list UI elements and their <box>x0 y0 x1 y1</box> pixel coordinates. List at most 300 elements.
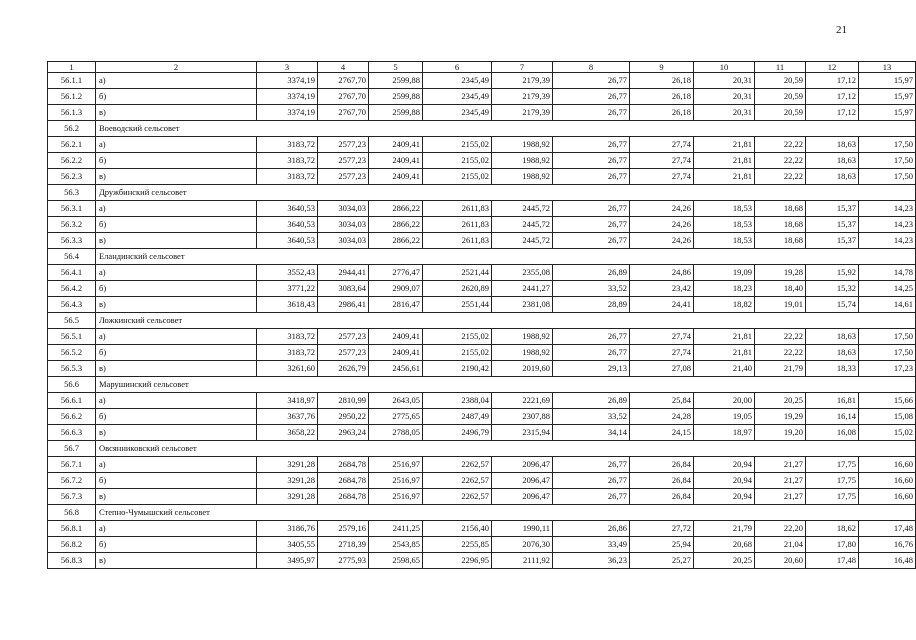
value-cell: 15,02 <box>859 425 916 441</box>
value-cell: 24,15 <box>630 425 694 441</box>
value-cell: 21,81 <box>694 329 755 345</box>
row-id: 56.8.1 <box>48 521 96 537</box>
value-cell: 16,60 <box>859 489 916 505</box>
value-cell: 20,25 <box>694 553 755 569</box>
section-name: Дружбинский сельсовет <box>96 185 916 201</box>
value-cell: 2315,94 <box>492 425 553 441</box>
value-cell: 36,23 <box>553 553 630 569</box>
value-cell: 22,22 <box>755 137 806 153</box>
row-label: б) <box>96 409 257 425</box>
value-cell: 3186,76 <box>257 521 318 537</box>
value-cell: 26,77 <box>553 73 630 89</box>
column-header: 5 <box>369 62 423 73</box>
value-cell: 27,74 <box>630 169 694 185</box>
row-label: а) <box>96 393 257 409</box>
value-cell: 20,00 <box>694 393 755 409</box>
value-cell: 16,14 <box>806 409 859 425</box>
column-header: 1 <box>48 62 96 73</box>
column-header: 10 <box>694 62 755 73</box>
value-cell: 2775,65 <box>369 409 423 425</box>
value-cell: 33,52 <box>553 409 630 425</box>
value-cell: 20,31 <box>694 89 755 105</box>
row-id: 56.7.1 <box>48 457 96 473</box>
value-cell: 20,25 <box>755 393 806 409</box>
value-cell: 25,27 <box>630 553 694 569</box>
value-cell: 18,97 <box>694 425 755 441</box>
value-cell: 3640,53 <box>257 217 318 233</box>
column-header: 12 <box>806 62 859 73</box>
row-label: в) <box>96 105 257 121</box>
value-cell: 2577,23 <box>318 169 369 185</box>
row-label: а) <box>96 137 257 153</box>
value-cell: 2866,22 <box>369 217 423 233</box>
value-cell: 19,20 <box>755 425 806 441</box>
value-cell: 21,27 <box>755 489 806 505</box>
value-cell: 3183,72 <box>257 169 318 185</box>
value-cell: 2345,49 <box>423 89 492 105</box>
value-cell: 2409,41 <box>369 345 423 361</box>
column-header: 9 <box>630 62 694 73</box>
value-cell: 2963,24 <box>318 425 369 441</box>
table-row <box>48 265 916 281</box>
value-cell: 24,86 <box>630 265 694 281</box>
value-cell: 2179,39 <box>492 73 553 89</box>
value-cell: 21,81 <box>694 345 755 361</box>
value-cell: 26,77 <box>553 89 630 105</box>
value-cell: 14,61 <box>859 297 916 313</box>
value-cell: 26,77 <box>553 457 630 473</box>
row-id: 56.2.2 <box>48 153 96 169</box>
value-cell: 26,86 <box>553 521 630 537</box>
value-cell: 18,53 <box>694 217 755 233</box>
value-cell: 2599,88 <box>369 89 423 105</box>
value-cell: 15,32 <box>806 281 859 297</box>
value-cell: 3034,03 <box>318 217 369 233</box>
value-cell: 2718,39 <box>318 537 369 553</box>
row-label: в) <box>96 425 257 441</box>
value-cell: 2381,08 <box>492 297 553 313</box>
value-cell: 2611,83 <box>423 217 492 233</box>
value-cell: 2620,89 <box>423 281 492 297</box>
value-cell: 2388,04 <box>423 393 492 409</box>
value-cell: 17,50 <box>859 169 916 185</box>
row-id: 56.4 <box>48 249 96 265</box>
section-row <box>48 249 916 265</box>
row-label: б) <box>96 537 257 553</box>
value-cell: 18,68 <box>755 217 806 233</box>
value-cell: 2096,47 <box>492 473 553 489</box>
value-cell: 3183,72 <box>257 345 318 361</box>
row-label: а) <box>96 73 257 89</box>
value-cell: 2684,78 <box>318 489 369 505</box>
value-cell: 2409,41 <box>369 153 423 169</box>
value-cell: 2516,97 <box>369 473 423 489</box>
value-cell: 21,79 <box>755 361 806 377</box>
value-cell: 26,84 <box>630 457 694 473</box>
value-cell: 24,41 <box>630 297 694 313</box>
column-header: 7 <box>492 62 553 73</box>
value-cell: 22,20 <box>755 521 806 537</box>
value-cell: 3495,97 <box>257 553 318 569</box>
page-number: 21 <box>836 24 847 36</box>
row-id: 56.4.1 <box>48 265 96 281</box>
value-cell: 20,68 <box>694 537 755 553</box>
value-cell: 2866,22 <box>369 201 423 217</box>
table-row <box>48 153 916 169</box>
value-cell: 14,78 <box>859 265 916 281</box>
table-row <box>48 345 916 361</box>
value-cell: 2409,41 <box>369 137 423 153</box>
value-cell: 1990,11 <box>492 521 553 537</box>
value-cell: 22,22 <box>755 169 806 185</box>
value-cell: 29,13 <box>553 361 630 377</box>
row-id: 56.7.3 <box>48 489 96 505</box>
value-cell: 3637,76 <box>257 409 318 425</box>
value-cell: 3291,28 <box>257 489 318 505</box>
row-id: 56.6 <box>48 377 96 393</box>
value-cell: 2684,78 <box>318 473 369 489</box>
row-id: 56.6.2 <box>48 409 96 425</box>
value-cell: 3552,43 <box>257 265 318 281</box>
value-cell: 3183,72 <box>257 329 318 345</box>
value-cell: 1988,92 <box>492 137 553 153</box>
value-cell: 16,08 <box>806 425 859 441</box>
value-cell: 15,37 <box>806 201 859 217</box>
row-id: 56.5.3 <box>48 361 96 377</box>
value-cell: 3374,19 <box>257 89 318 105</box>
value-cell: 3034,03 <box>318 233 369 249</box>
value-cell: 2445,72 <box>492 201 553 217</box>
section-row <box>48 185 916 201</box>
column-header: 3 <box>257 62 318 73</box>
value-cell: 25,84 <box>630 393 694 409</box>
value-cell: 2345,49 <box>423 105 492 121</box>
value-cell: 2156,40 <box>423 521 492 537</box>
value-cell: 26,77 <box>553 489 630 505</box>
value-cell: 33,49 <box>553 537 630 553</box>
value-cell: 18,63 <box>806 137 859 153</box>
row-id: 56.3 <box>48 185 96 201</box>
value-cell: 17,50 <box>859 153 916 169</box>
table-row <box>48 361 916 377</box>
section-row <box>48 505 916 521</box>
table-row <box>48 489 916 505</box>
value-cell: 15,37 <box>806 217 859 233</box>
row-label: в) <box>96 297 257 313</box>
value-cell: 2190,42 <box>423 361 492 377</box>
value-cell: 2111,92 <box>492 553 553 569</box>
row-id: 56.6.1 <box>48 393 96 409</box>
value-cell: 2577,23 <box>318 153 369 169</box>
value-cell: 24,26 <box>630 233 694 249</box>
value-cell: 26,89 <box>553 265 630 281</box>
row-id: 56.8.3 <box>48 553 96 569</box>
value-cell: 24,28 <box>630 409 694 425</box>
value-cell: 2776,47 <box>369 265 423 281</box>
row-id: 56.4.3 <box>48 297 96 313</box>
value-cell: 21,27 <box>755 473 806 489</box>
value-cell: 22,22 <box>755 153 806 169</box>
value-cell: 2296,95 <box>423 553 492 569</box>
row-id: 56.4.2 <box>48 281 96 297</box>
value-cell: 1988,92 <box>492 329 553 345</box>
row-label: б) <box>96 345 257 361</box>
row-label: б) <box>96 217 257 233</box>
value-cell: 2611,83 <box>423 233 492 249</box>
row-id: 56.6.3 <box>48 425 96 441</box>
value-cell: 14,23 <box>859 233 916 249</box>
column-header: 6 <box>423 62 492 73</box>
value-cell: 19,29 <box>755 409 806 425</box>
value-cell: 2487,49 <box>423 409 492 425</box>
value-cell: 27,74 <box>630 345 694 361</box>
value-cell: 26,77 <box>553 153 630 169</box>
value-cell: 2866,22 <box>369 233 423 249</box>
value-cell: 17,12 <box>806 89 859 105</box>
value-cell: 20,94 <box>694 473 755 489</box>
value-cell: 2767,70 <box>318 105 369 121</box>
value-cell: 20,59 <box>755 73 806 89</box>
value-cell: 3418,97 <box>257 393 318 409</box>
table-row <box>48 425 916 441</box>
table-row <box>48 329 916 345</box>
value-cell: 2599,88 <box>369 105 423 121</box>
value-cell: 22,22 <box>755 345 806 361</box>
row-id: 56.1.3 <box>48 105 96 121</box>
row-label: в) <box>96 553 257 569</box>
value-cell: 21,27 <box>755 457 806 473</box>
value-cell: 20,31 <box>694 73 755 89</box>
value-cell: 34,14 <box>553 425 630 441</box>
value-cell: 20,94 <box>694 457 755 473</box>
value-cell: 2516,97 <box>369 489 423 505</box>
row-id: 56.5 <box>48 313 96 329</box>
row-label: в) <box>96 233 257 249</box>
value-cell: 3405,55 <box>257 537 318 553</box>
value-cell: 3374,19 <box>257 105 318 121</box>
value-cell: 2445,72 <box>492 217 553 233</box>
row-id: 56.5.2 <box>48 345 96 361</box>
value-cell: 18,63 <box>806 169 859 185</box>
value-cell: 15,66 <box>859 393 916 409</box>
table-row <box>48 73 916 89</box>
value-cell: 15,97 <box>859 105 916 121</box>
value-cell: 26,77 <box>553 201 630 217</box>
value-cell: 19,05 <box>694 409 755 425</box>
value-cell: 17,75 <box>806 473 859 489</box>
value-cell: 26,84 <box>630 489 694 505</box>
value-cell: 14,23 <box>859 217 916 233</box>
row-label: в) <box>96 361 257 377</box>
value-cell: 18,82 <box>694 297 755 313</box>
value-cell: 27,74 <box>630 329 694 345</box>
value-cell: 18,62 <box>806 521 859 537</box>
value-cell: 2155,02 <box>423 169 492 185</box>
row-label: б) <box>96 153 257 169</box>
value-cell: 14,25 <box>859 281 916 297</box>
value-cell: 2155,02 <box>423 329 492 345</box>
row-label: а) <box>96 521 257 537</box>
value-cell: 2577,23 <box>318 137 369 153</box>
row-id: 56.2.1 <box>48 137 96 153</box>
table-header-row <box>48 62 916 73</box>
value-cell: 15,74 <box>806 297 859 313</box>
value-cell: 2076,30 <box>492 537 553 553</box>
value-cell: 1988,92 <box>492 153 553 169</box>
table-row <box>48 281 916 297</box>
value-cell: 3291,28 <box>257 473 318 489</box>
value-cell: 2579,16 <box>318 521 369 537</box>
value-cell: 18,40 <box>755 281 806 297</box>
row-label: а) <box>96 457 257 473</box>
row-label: а) <box>96 329 257 345</box>
row-id: 56.8.2 <box>48 537 96 553</box>
value-cell: 26,77 <box>553 233 630 249</box>
value-cell: 2810,99 <box>318 393 369 409</box>
value-cell: 21,40 <box>694 361 755 377</box>
row-label: б) <box>96 89 257 105</box>
table-row <box>48 393 916 409</box>
value-cell: 21,81 <box>694 153 755 169</box>
row-label: в) <box>96 169 257 185</box>
row-id: 56.2.3 <box>48 169 96 185</box>
value-cell: 26,77 <box>553 329 630 345</box>
value-cell: 2221,69 <box>492 393 553 409</box>
value-cell: 19,01 <box>755 297 806 313</box>
row-id: 56.2 <box>48 121 96 137</box>
value-cell: 3034,03 <box>318 201 369 217</box>
value-cell: 27,72 <box>630 521 694 537</box>
value-cell: 17,50 <box>859 345 916 361</box>
value-cell: 18,63 <box>806 153 859 169</box>
value-cell: 15,97 <box>859 73 916 89</box>
row-id: 56.3.2 <box>48 217 96 233</box>
value-cell: 2345,49 <box>423 73 492 89</box>
value-cell: 2441,27 <box>492 281 553 297</box>
value-cell: 1988,92 <box>492 345 553 361</box>
value-cell: 16,76 <box>859 537 916 553</box>
value-cell: 2262,57 <box>423 489 492 505</box>
table-row <box>48 169 916 185</box>
table-row <box>48 89 916 105</box>
value-cell: 19,09 <box>694 265 755 281</box>
value-cell: 17,12 <box>806 105 859 121</box>
value-cell: 2643,05 <box>369 393 423 409</box>
section-name: Еландинский сельсовет <box>96 249 916 265</box>
value-cell: 20,60 <box>755 553 806 569</box>
value-cell: 20,59 <box>755 89 806 105</box>
value-cell: 19,28 <box>755 265 806 281</box>
value-cell: 15,92 <box>806 265 859 281</box>
value-cell: 18,53 <box>694 233 755 249</box>
value-cell: 2255,85 <box>423 537 492 553</box>
value-cell: 26,89 <box>553 393 630 409</box>
value-cell: 2456,61 <box>369 361 423 377</box>
value-cell: 15,08 <box>859 409 916 425</box>
value-cell: 20,94 <box>694 489 755 505</box>
table-row <box>48 473 916 489</box>
value-cell: 26,77 <box>553 473 630 489</box>
value-cell: 2767,70 <box>318 73 369 89</box>
table-row <box>48 233 916 249</box>
row-id: 56.3.1 <box>48 201 96 217</box>
value-cell: 26,18 <box>630 105 694 121</box>
value-cell: 2019,60 <box>492 361 553 377</box>
table-row <box>48 409 916 425</box>
value-cell: 2445,72 <box>492 233 553 249</box>
value-cell: 23,42 <box>630 281 694 297</box>
table-row <box>48 137 916 153</box>
table-row <box>48 521 916 537</box>
row-label: б) <box>96 473 257 489</box>
value-cell: 2909,07 <box>369 281 423 297</box>
value-cell: 2551,44 <box>423 297 492 313</box>
value-cell: 17,50 <box>859 137 916 153</box>
value-cell: 15,97 <box>859 89 916 105</box>
value-cell: 2611,83 <box>423 201 492 217</box>
value-cell: 2767,70 <box>318 89 369 105</box>
value-cell: 2155,02 <box>423 153 492 169</box>
value-cell: 2598,65 <box>369 553 423 569</box>
value-cell: 27,74 <box>630 137 694 153</box>
value-cell: 2262,57 <box>423 457 492 473</box>
table-row <box>48 553 916 569</box>
value-cell: 2409,41 <box>369 169 423 185</box>
value-cell: 3183,72 <box>257 153 318 169</box>
value-cell: 27,74 <box>630 153 694 169</box>
column-header: 13 <box>859 62 916 73</box>
value-cell: 16,48 <box>859 553 916 569</box>
row-id: 56.7 <box>48 441 96 457</box>
section-row <box>48 377 916 393</box>
value-cell: 2543,85 <box>369 537 423 553</box>
value-cell: 18,68 <box>755 201 806 217</box>
value-cell: 3640,53 <box>257 201 318 217</box>
value-cell: 26,77 <box>553 169 630 185</box>
row-label: а) <box>96 265 257 281</box>
column-header: 2 <box>96 62 257 73</box>
value-cell: 3658,22 <box>257 425 318 441</box>
value-cell: 17,48 <box>859 521 916 537</box>
table-row <box>48 105 916 121</box>
value-cell: 18,63 <box>806 345 859 361</box>
value-cell: 3618,43 <box>257 297 318 313</box>
value-cell: 17,50 <box>859 329 916 345</box>
section-name: Воеводский сельсовет <box>96 121 916 137</box>
value-cell: 16,60 <box>859 457 916 473</box>
value-cell: 17,75 <box>806 457 859 473</box>
value-cell: 2155,02 <box>423 345 492 361</box>
value-cell: 16,81 <box>806 393 859 409</box>
value-cell: 2355,08 <box>492 265 553 281</box>
value-cell: 2516,97 <box>369 457 423 473</box>
value-cell: 28,89 <box>553 297 630 313</box>
value-cell: 2411,25 <box>369 521 423 537</box>
row-label: б) <box>96 281 257 297</box>
section-name: Степно-Чумышский сельсовет <box>96 505 916 521</box>
value-cell: 26,18 <box>630 73 694 89</box>
value-cell: 3261,60 <box>257 361 318 377</box>
value-cell: 24,26 <box>630 217 694 233</box>
value-cell: 2179,39 <box>492 105 553 121</box>
value-cell: 2816,47 <box>369 297 423 313</box>
value-cell: 3183,72 <box>257 137 318 153</box>
value-cell: 2409,41 <box>369 329 423 345</box>
table-row <box>48 217 916 233</box>
value-cell: 17,23 <box>859 361 916 377</box>
value-cell: 14,23 <box>859 201 916 217</box>
value-cell: 2179,39 <box>492 89 553 105</box>
